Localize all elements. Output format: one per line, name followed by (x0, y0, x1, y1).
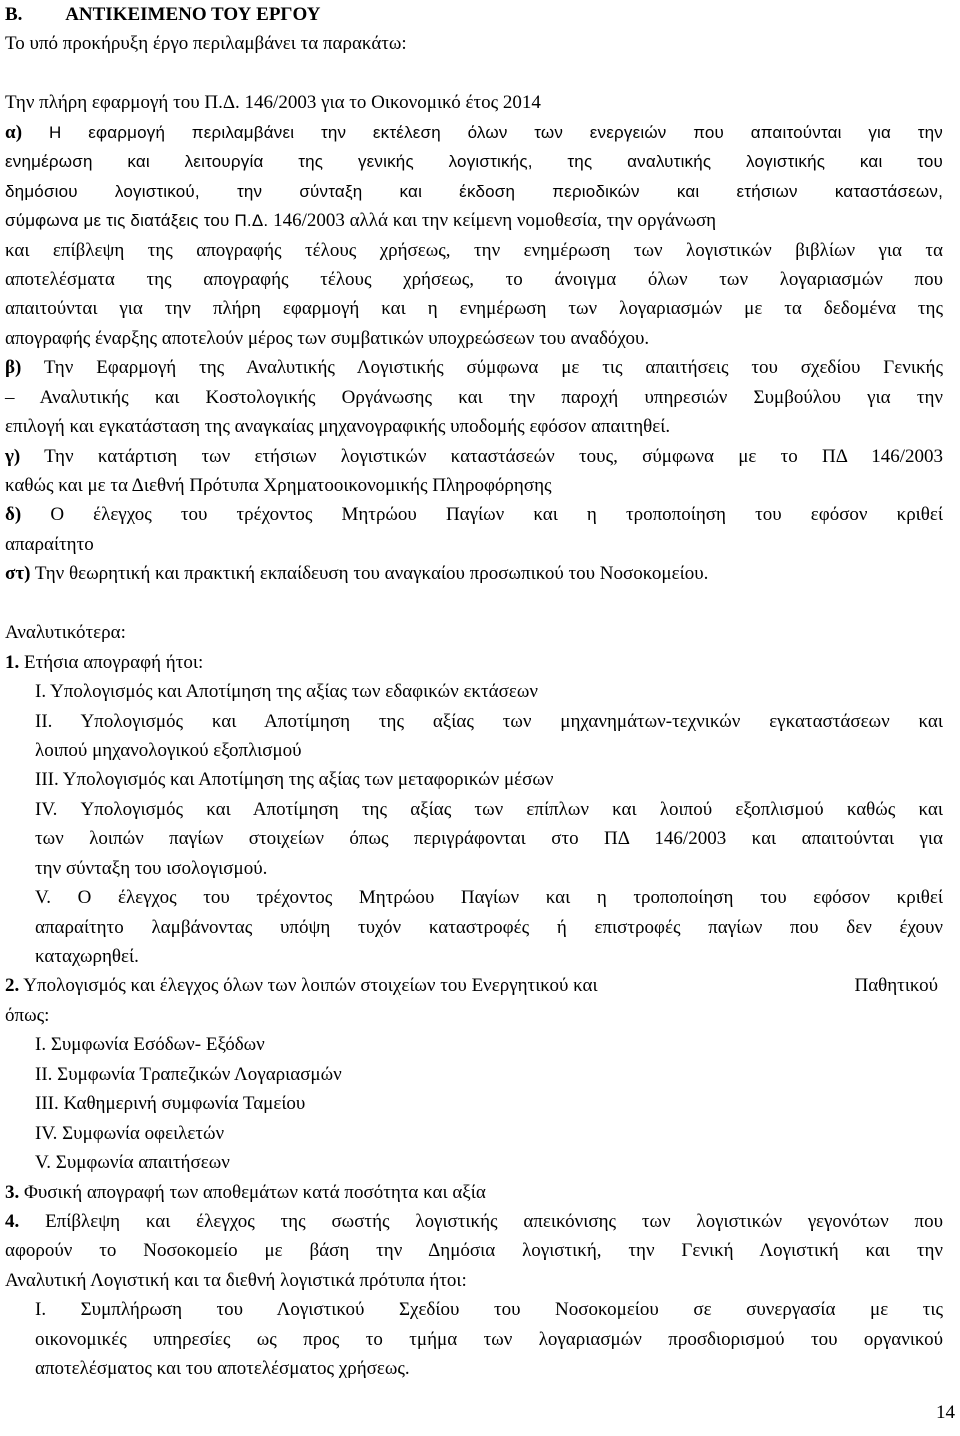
s4-entry-1-line-3: αποτελέσματος και του αποτελέσματος χρήσεως. (35, 1358, 410, 1380)
item-a-line-5: και επίβλεψη της απογραφής τέλους χρήσεως, την ενημέρωση των λογιστικών βιβλίων για τα (5, 239, 943, 261)
section-3-title (5, 1178, 943, 1207)
section-3-number: 3. (5, 1181, 20, 1203)
s1-entry-5-line-1: V. Ο έλεγχος του τρέχοντος Μητρώου Παγίων και η τροποποίηση του εφόσον κριθεί (35, 887, 943, 909)
item-b-marker: β) (5, 357, 22, 379)
item-a-text-4: σύμφωνα με τις διατάξεις του Π.Δ. (5, 211, 269, 231)
s2-entry-1: Ι. Συμφωνία Εσόδων- Εξόδων (35, 1034, 265, 1056)
section-1-number: 1. (5, 651, 20, 673)
section-4-line-2: αφορούν το Νοσοκομείο με βάση την Δημόσια λογιστική, την Γενική Λογιστική και την (5, 1240, 943, 1262)
detail-heading: Αναλυτικότερα: (5, 622, 126, 644)
section-2-number: 2. (5, 975, 20, 997)
item-c-line-2: καθώς και με τα Διεθνή Πρότυπα Χρηματοοικονομικής Πληροφόρησης (5, 475, 552, 496)
item-b-line-2: – Αναλυτικής και Κοστολογικής Οργάνωσης και την παροχή υπηρεσιών Συμβούλου για την (5, 386, 943, 408)
item-a-line-7: απαιτούνται για την πλήρη εφαρμογή και η ενημέρωση των λογαριασμών με τα δεδομένα της (5, 298, 943, 320)
item-d-line-2: απαραίτητο (5, 533, 94, 555)
item-a-text-1: Η εφαρμογή περιλαμβάνει την εκτέλεση όλων των ενεργειών που απαιτούνται για την (49, 122, 943, 142)
section-4-text-1: Επίβλεψη και έλεγχος της σωστής λογιστικής απεικόνισης των λογιστικών γεγονότων που (45, 1210, 944, 1232)
item-a-line-2: ενημέρωση και λειτουργία της γενικής λογιστικής, της αναλυτικής λογιστικής και του (5, 152, 943, 172)
section-1-title-text: Ετήσια απογραφή ήτοι: (24, 651, 204, 673)
s1-entry-5-line-2: απαραίτητο λαμβάνοντας υπόψη τυχόν καταστροφές ή επιστροφές παγίων που δεν έχουν (35, 916, 943, 938)
item-a-marker: α) (5, 121, 23, 143)
intro-line: Το υπό προκήρυξη έργο περιλαμβάνει τα παρακάτω: (5, 33, 407, 55)
item-c-marker: γ) (5, 445, 21, 467)
item-b-line-3: επιλογή και εγκατάσταση της αναγκαίας μηχανογραφικής υποδομής εφόσον απαιτηθεί. (5, 416, 671, 438)
item-a-line-8: απογραφής έναρξης αποτελούν μέρος των συμβατικών υποχρεώσεων του αναδόχου. (5, 327, 650, 349)
s1-entry-4-line-3: την σύνταξη του ισολογισμού. (35, 857, 268, 879)
s1-entry-2-line-2: λοιπού μηχανολογικού εξοπλισμού (35, 739, 302, 761)
section-2-title-cont: όπως: (5, 1004, 50, 1026)
page-number: 14 (936, 1402, 955, 1423)
s1-entry-5-line-3: καταχωρηθεί. (35, 946, 139, 967)
section-4-number: 4. (5, 1210, 20, 1232)
heading-letter: Β. (5, 4, 23, 25)
section-3-title-text: Φυσική απογραφή των αποθεμάτων κατά ποσότητα και αξία (24, 1181, 486, 1203)
s2-entry-4: IV. Συμφωνία οφειλετών (35, 1122, 225, 1144)
item-a-text-5: 146/2003 αλλά και την κείμενη νομοθεσία, την οργάνωση (273, 210, 717, 232)
s2-entry-2: ΙΙ. Συμφωνία Τραπεζικών Λογαριασμών (35, 1063, 342, 1085)
s4-entry-1-line-2: οικονομικές υπηρεσίες ως προς το τμήμα των λογαριασμών προσδιορισμού του οργανικού (35, 1328, 943, 1350)
s2-entry-5: V. Συμφωνία απαιτήσεων (35, 1152, 230, 1174)
item-b-line-1 (5, 353, 943, 382)
section-2-title-main: Υπολογισμός και έλεγχος όλων των λοιπών στοιχείων του Ενεργητικού και (23, 975, 598, 997)
s1-entry-1: Ι. Υπολογισμός και Αποτίμηση της αξίας των εδαφικών εκτάσεων (35, 681, 538, 703)
item-b-text-1: Την Εφαρμογή της Αναλυτικής Λογιστικής σύμφωνα με τις απαιτήσεις του σχεδίου Γενικής (43, 357, 943, 379)
section-1-title (5, 648, 943, 677)
item-c-line-1 (5, 442, 943, 471)
s2-entry-3: ΙΙΙ. Καθημερινή συμφωνία Ταμείου (35, 1093, 306, 1115)
heading-title: ΑΝΤΙΚΕΙΜΕΝΟ ΤΟΥ ΕΡΓΟΥ (65, 4, 321, 25)
section-heading (5, 0, 943, 29)
section-4-line-1 (5, 1207, 943, 1236)
item-d-text-1: Ο έλεγχος του τρέχοντος Μητρώου Παγίων και η τροποποίηση του εφόσον κριθεί (50, 504, 943, 526)
section-2-title-tail: Παθητικού (854, 975, 938, 997)
section-4-line-3: Αναλυτική Λογιστική και τα διεθνή λογιστικά πρότυπα ήτοι: (5, 1269, 467, 1291)
item-d-line-1 (5, 500, 943, 529)
item-a-line-4 (5, 206, 943, 235)
s1-entry-3: ΙΙΙ. Υπολογισμός και Αποτίμηση της αξίας των μεταφορικών μέσων (35, 769, 554, 791)
item-e-text-1: Την θεωρητική και πρακτική εκπαίδευση του αναγκαίου προσωπικού του Νοσοκομείου. (34, 563, 709, 585)
item-d-marker: δ) (5, 504, 22, 526)
scope-line: Την πλήρη εφαρμογή του Π.Δ. 146/2003 για το Οικονομικό έτος 2014 (5, 92, 541, 114)
item-a-line-1 (5, 118, 943, 147)
s1-entry-4-line-2: των λοιπών παγίων στοιχείων όπως περιγράφονται στο ΠΔ 146/2003 και απαιτούνται για (35, 828, 943, 850)
s4-entry-1-line-1: Ι. Συμπλήρωση του Λογιστικού Σχεδίου του Νοσοκομείου σε συνεργασία με τις (35, 1299, 943, 1321)
item-e-line-1 (5, 559, 943, 588)
item-e-marker: στ) (5, 563, 31, 585)
document-page (5, 0, 943, 1384)
section-2-title (5, 971, 943, 1000)
item-a-line-3: δημόσιου λογιστικού, την σύνταξη και έκδοση περιοδικών και ετήσιων καταστάσεων, (5, 181, 943, 201)
item-c-text-1: Την κατάρτιση των ετήσιων λογιστικών καταστάσεών τους, σύμφωνα με το ΠΔ 146/2003 (44, 445, 943, 467)
s1-entry-2-line-1: ΙΙ. Υπολογισμός και Αποτίμηση της αξίας των μηχανημάτων-τεχνικών εγκαταστάσεων και (35, 710, 943, 732)
item-a-line-6: αποτελέσματα της απογραφής τέλους χρήσεως, το άνοιγμα όλων των λογαριασμών που (5, 268, 943, 290)
s1-entry-4-line-1: IV. Υπολογισμός και Αποτίμηση της αξίας των επίπλων και λοιπού εξοπλισμού καθώς και (35, 798, 943, 820)
